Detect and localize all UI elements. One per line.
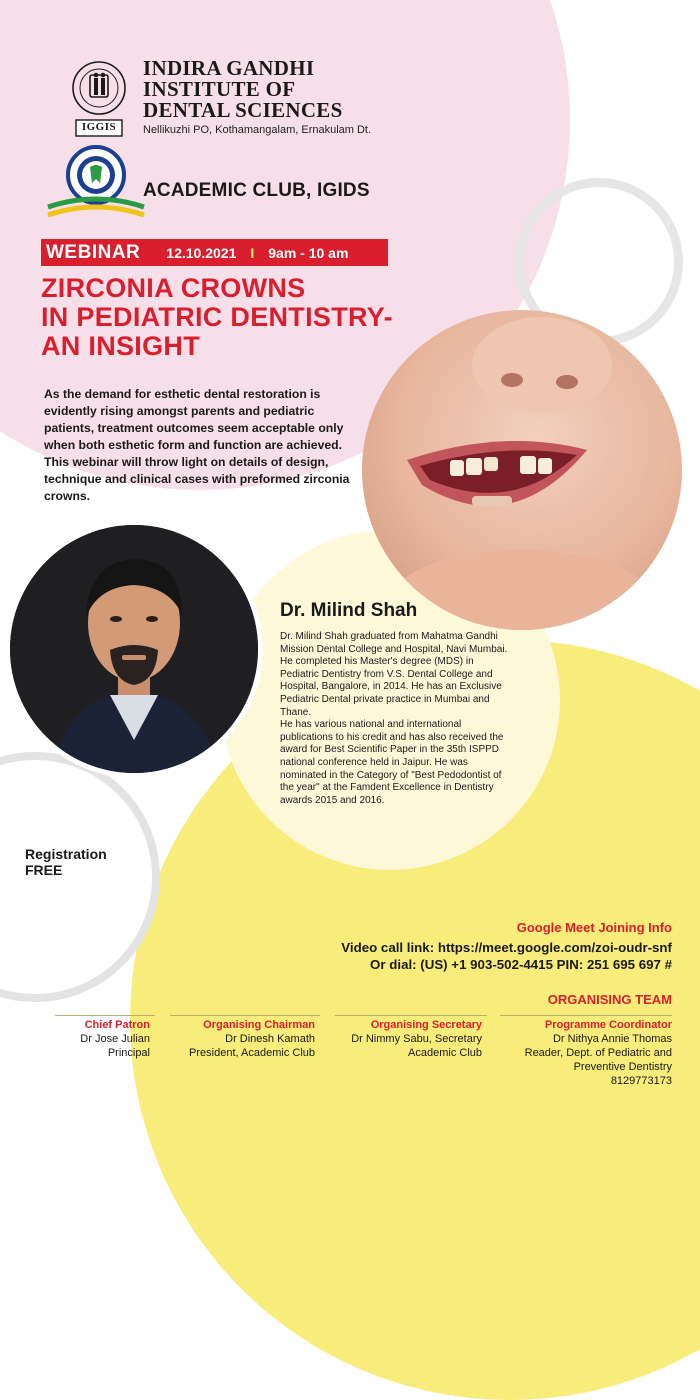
igids-logo-emblem [44,145,148,225]
igids-logo [44,145,148,225]
meet-info [341,920,672,973]
programme-coordinator-title-2: Preventive Dentistry [573,1061,672,1073]
organising-team-divider-4 [500,1015,672,1016]
academic-club-heading: ACADEMIC CLUB, IGIDS [143,180,370,201]
institute-name-line1: INDIRA GANDHI [143,56,315,80]
institute-address: Nellikuzhi PO, Kothamangalam, Ernakulam Dt. [143,124,372,136]
organising-chairman-name: Dr Dinesh Kamath [225,1033,315,1045]
title-line3: AN INSIGHT [41,331,201,361]
speaker-bio [280,631,514,807]
chief-patron-role: Chief Patron [84,1019,150,1031]
institute-name-line2: INSTITUTE OF [143,77,296,101]
child-face-illustration [362,310,682,630]
speaker-photo [5,520,263,778]
registration-info [25,846,107,878]
programme-coordinator-phone: 8129773173 [610,1075,672,1087]
organising-secretary-name: Dr Nimmy Sabu, Secretary [351,1033,482,1045]
chief-patron-title: Principal [107,1047,150,1059]
registration-fee: FREE [25,862,63,878]
programme-coordinator-role: Programme Coordinator [544,1019,672,1031]
webinar-banner [41,239,388,266]
chief-patron-name: Dr Jose Julian [80,1033,150,1045]
webinar-time: 9am - 10 am [268,244,349,261]
organising-secretary-role: Organising Secretary [370,1019,482,1031]
speaker-name: Dr. Milind Shah [280,600,418,621]
team-member-chief-patron [80,1018,150,1060]
organising-secretary-title: Academic Club [408,1047,482,1059]
webinar-title [41,274,393,361]
team-member-organising-chairman [189,1018,315,1060]
iggis-logo-text: IGGIS [81,121,117,133]
registration-label: Registration [25,846,107,862]
team-member-programme-coordinator [525,1018,672,1088]
programme-coordinator-title-1: Reader, Dept. of Pediatric and [524,1047,672,1059]
organising-team-divider-2 [170,1015,320,1016]
speaker-bio-paragraph-2: He has various national and international publications to his credit and has also received the award for Best Scientific Paper in the 35th ISPPD national conference held in Jaipur. He was nominated in the Category of "Best Pedodontist of the year" at the Famdent Excellence in Dentistry awards 2015 and 2016. [280,719,504,806]
title-line2: IN PEDIATRIC DENTISTRY- [41,302,393,332]
child-teeth-photo [362,310,682,630]
speaker-bio-paragraph-1: Dr. Milind Shah graduated from Mahatma Gandhi Mission Dental College and Hospital, Navi Mumbai. He completed his Master's degree (MDS) in Pediatric Dentistry from V.S. Dental College and Hospital, Bangalore, in 2014. He has an Exclusive Pediatric Dental private practice in Mumbai and Thane. [280,631,508,718]
organising-team-divider-1 [55,1015,155,1016]
webinar-label: WEBINAR [46,241,141,263]
meet-link[interactable]: Video call link: https://meet.google.com/zoi-oudr-snf [341,940,672,955]
institute-name-line3: DENTAL SCIENCES [143,98,343,122]
organising-chairman-role: Organising Chairman [203,1019,315,1031]
meet-heading: Google Meet Joining Info [516,920,672,935]
speaker-portrait-illustration [10,525,258,773]
institute-name [143,58,343,121]
meet-dial: Or dial: (US) +1 903-502-4415 PIN: 251 695 697 # [370,957,672,972]
iggis-logo [68,60,130,140]
organising-team-divider-3 [335,1015,487,1016]
webinar-separator: I [250,244,255,261]
team-member-organising-secretary [351,1018,482,1060]
programme-coordinator-name: Dr Nithya Annie Thomas [552,1033,672,1045]
organising-team-heading: ORGANISING TEAM [547,992,672,1007]
webinar-date: 12.10.2021 [166,244,237,261]
organising-chairman-title: President, Academic Club [189,1047,315,1059]
title-line1: ZIRCONIA CROWNS [41,273,306,303]
intro-paragraph: As the demand for esthetic dental restoration is evidently rising amongst parents and pediatric patients, treatment outcomes seem acceptable only when both esthetic form and function are achieved. This webinar will throw light on details of design, technique and clinical cases with preformed zirconia crowns. [44,387,350,503]
